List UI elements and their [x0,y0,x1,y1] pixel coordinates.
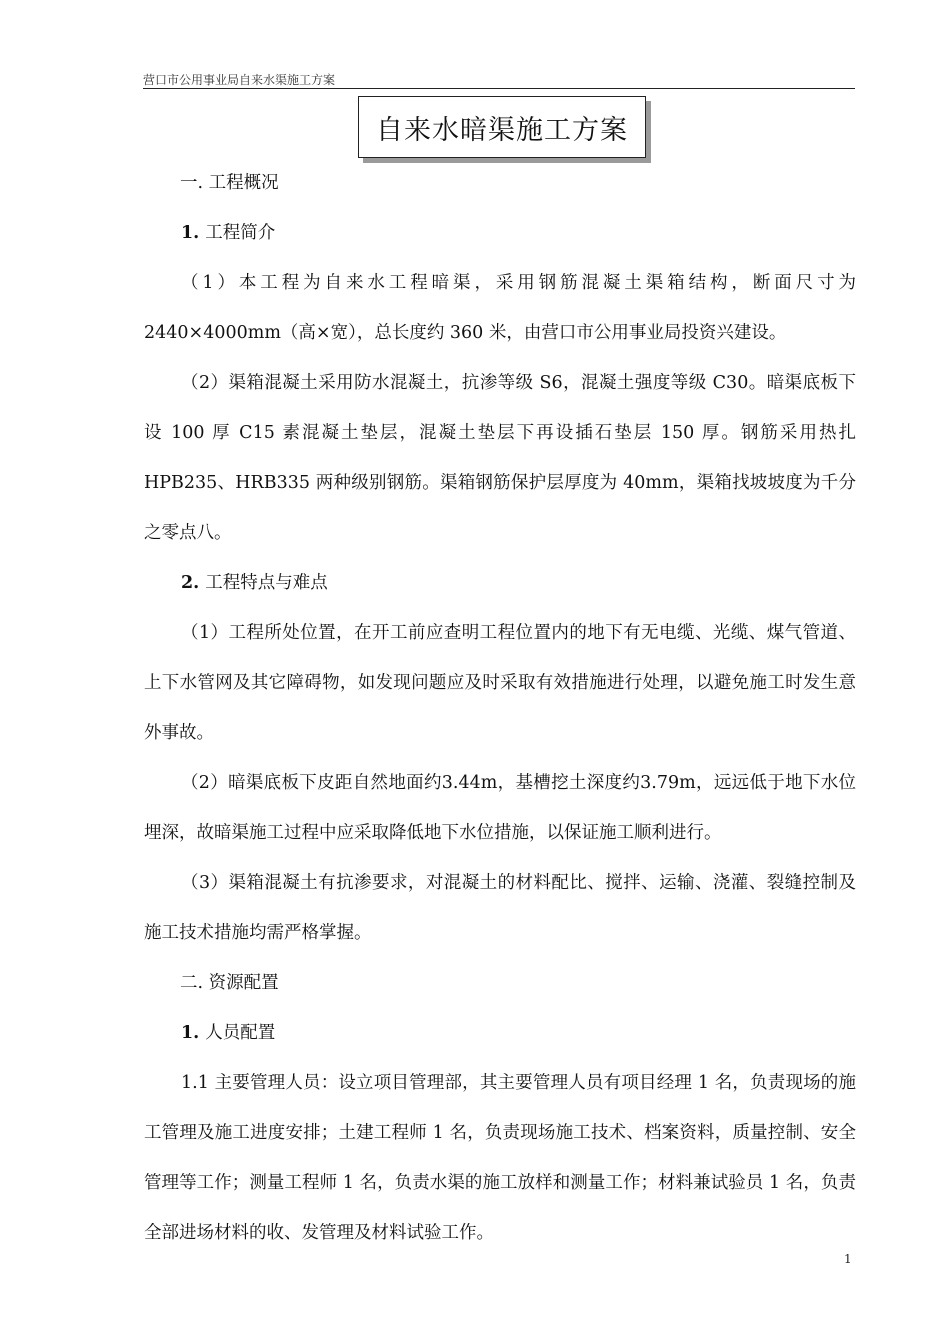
subsection-number: 2. [181,573,200,593]
paragraph: 1.1 主要管理人员：设立项目管理部，其主要管理人员有项目经理 1 名，负责现场的施工管理及施工进度安排；土建工程师 1 名，负责现场施工技术、档案资料，质量控制、安全管理等工作；测量工程师 1 名，负责水渠的施工放样和测量工作；材料兼试验员 1 名，负责全部进场材料的收、发管理及材料试验工作。 [144,1073,856,1243]
paragraph: （2）暗渠底板下皮距自然地面约3.44m，基槽挖土深度约3.79m，远远低于地下水位埋深，故暗渠施工过程中应采取降低地下水位措施，以保证施工顺利进行。 [144,773,856,843]
document-title: 自来水暗渠施工方案 [376,114,628,146]
subsection-title: 人员配置 [205,1023,276,1043]
paragraph: （1）工程所处位置，在开工前应查明工程位置内的地下有无电缆、光缆、煤气管道、上下水管网及其它障碍物，如发现问题应及时采取有效措施进行处理，以避免施工时发生意外事故。 [144,623,856,743]
subsection-title: 工程特点与难点 [205,573,328,593]
subsection-heading-staffing [144,1008,856,1058]
paragraph: （2）渠箱混凝土采用防水混凝土，抗渗等级 S6，混凝土强度等级 C30。暗渠底板下设 100 厚 C15 素混凝土垫层，混凝土垫层下再设插石垫层 150 厚。钢筋采用热扎 HPB235、HRB335 两种级别钢筋。渠箱钢筋保护层厚度为 40mm，渠箱找坡坡度为千分之零点八。 [144,373,856,543]
header-text: 营口市公用事业局自来水渠施工方案 [143,73,336,87]
document-body [144,158,856,1258]
paragraph: （1）本工程为自来水工程暗渠，采用钢筋混凝土渠箱结构，断面尺寸为 2440×4000mm（高×宽），总长度约 360 米，由营口市公用事业局投资兴建设。 [144,273,856,343]
document-title-box [358,96,646,158]
paragraph: （3）渠箱混凝土有抗渗要求，对混凝土的材料配比、搅拌、运输、浇灌、裂缝控制及施工技术措施均需严格掌握。 [144,873,856,943]
subsection-number: 1. [181,223,200,243]
page-number: 1 [844,1252,852,1266]
section-heading-resources: 二. 资源配置 [180,973,279,993]
page-header [143,72,855,89]
subsection-number: 1. [181,1023,200,1043]
subsection-heading-features [144,558,856,608]
section-heading-overview: 一. 工程概况 [180,173,279,193]
subsection-heading-intro [144,208,856,258]
subsection-title: 工程简介 [205,223,276,243]
